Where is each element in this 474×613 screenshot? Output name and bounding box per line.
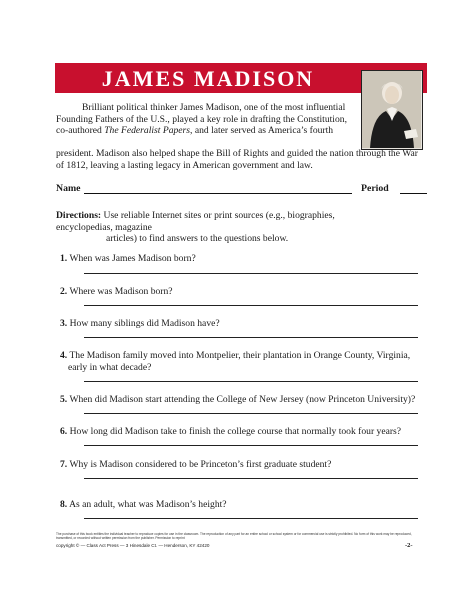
question-text: How long did Madison take to finish the college course that normally took four years? — [69, 426, 402, 437]
portrait-illustration — [362, 71, 421, 148]
question-number: 6. — [60, 426, 68, 437]
question-text: How many siblings did Madison have? — [69, 318, 220, 329]
page-number: -2- — [405, 542, 413, 549]
answer-line-6[interactable] — [84, 445, 418, 446]
answer-line-1[interactable] — [84, 273, 418, 274]
question-3 — [60, 318, 420, 330]
question-number: 8. — [60, 499, 68, 510]
question-number: 3. — [60, 318, 68, 329]
answer-line-7[interactable] — [84, 478, 418, 479]
period-field[interactable] — [400, 193, 427, 194]
question-text: Where was Madison born? — [69, 286, 173, 297]
question-5 — [60, 394, 420, 406]
directions-text-1: Use reliable Internet sites or print sources (e.g., biographies, encyclopedias, magazine — [56, 210, 335, 233]
answer-line-5[interactable] — [84, 413, 418, 414]
federalist-papers-title: The Federalist Papers — [104, 125, 191, 137]
directions-text-2: articles) to find answers to the questions below. — [106, 233, 289, 245]
intro-paragraph — [56, 102, 356, 137]
question-7 — [60, 459, 420, 471]
period-label: Period — [361, 183, 389, 194]
name-label: Name — [56, 183, 81, 194]
intro-text-part1: Brilliant political thinker James Madison, one of the most influential Founding Fathers of the U.S., played a key role in drafting the Constitution, co-authored — [56, 102, 347, 137]
question-text: The Madison family moved into Montpelier, their plantation in Orange County, Virginia, — [69, 350, 411, 361]
directions-label: Directions: — [56, 210, 102, 221]
intro-paragraph-continued: president. Madison also helped shape the Bill of Rights and guided the nation through the War of 1812, leaving a lasting legacy in American government and law. — [56, 148, 418, 171]
question-number: 1. — [60, 253, 68, 264]
question-number: 7. — [60, 459, 68, 470]
question-6 — [60, 426, 420, 438]
name-field[interactable] — [84, 193, 352, 194]
copyright-notice: copyright © — Class Act Press — 3 Hinesdale Ct. — Henderson, KY 42420 — [56, 543, 210, 548]
question-1 — [60, 253, 420, 265]
question-8 — [60, 499, 420, 511]
question-4 — [60, 350, 420, 373]
answer-line-3[interactable] — [84, 337, 418, 338]
page-title: JAMES MADISON — [101, 66, 315, 91]
intro-text-part2: , and later served as America’s fourth — [190, 125, 334, 137]
name-period-row — [56, 183, 428, 197]
question-2 — [60, 286, 420, 298]
answer-line-8[interactable] — [84, 518, 418, 519]
question-number: 2. — [60, 286, 68, 297]
question-number: 5. — [60, 394, 68, 405]
answer-line-4[interactable] — [84, 381, 418, 382]
question-text: As an adult, what was Madison’s height? — [69, 499, 227, 510]
question-number: 4. — [60, 350, 68, 361]
answer-line-2[interactable] — [84, 305, 418, 306]
question-text: When was James Madison born? — [69, 253, 196, 264]
directions — [56, 210, 376, 245]
fine-print: The purchase of this book entitles the individual teacher to reproduce copies for use in the classroom. The reproduction of any part for an entire school or school system or for commercial use is strictly prohibited. No form of this work may be reproduced, transmitted, or recorded without written permission from the publisher. Permission to reprint — [56, 532, 412, 540]
question-text: When did Madison start attending the College of New Jersey (now Princeton University)? — [69, 394, 416, 405]
question-text: Why is Madison considered to be Princeton’s first graduate student? — [69, 459, 332, 470]
madison-portrait — [361, 70, 423, 150]
question-text-continued: early in what decade? — [68, 361, 152, 373]
